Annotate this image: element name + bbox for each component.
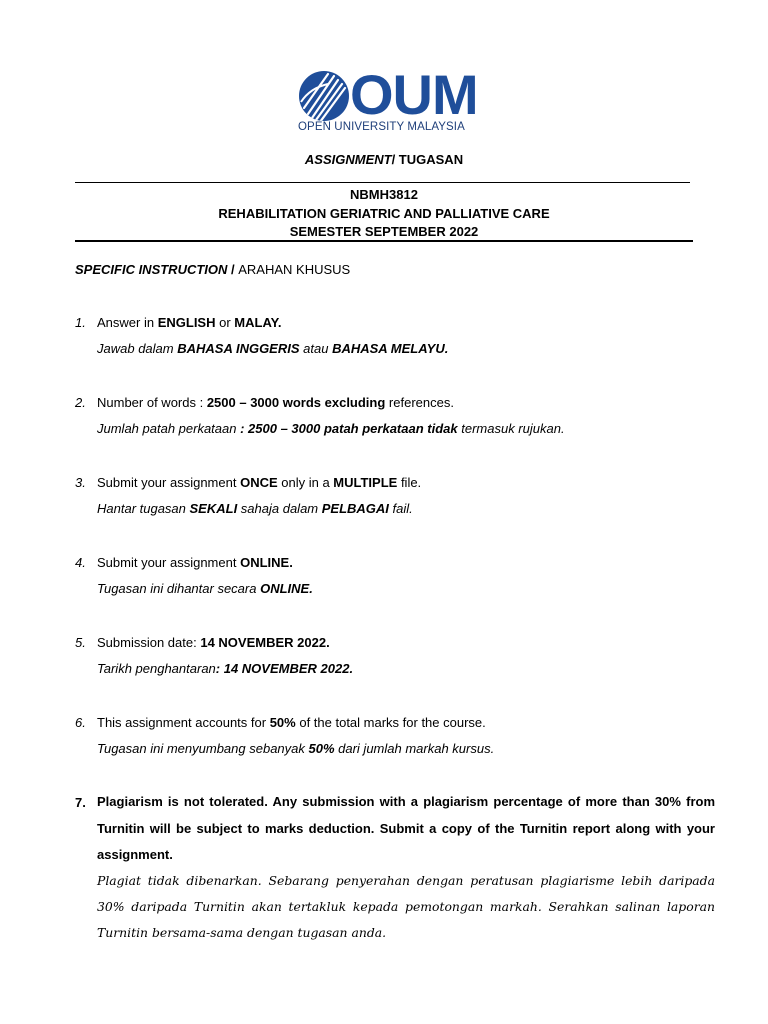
item-english: Number of words : 2500 – 3000 words excluding references. — [97, 395, 454, 410]
item-number: 6. — [75, 715, 86, 730]
oum-subtitle: OPEN UNIVERSITY MALAYSIA — [298, 121, 465, 133]
item-number: 3. — [75, 475, 86, 490]
assignment-heading — [0, 152, 768, 167]
course-code: NBMH3812 — [350, 187, 418, 202]
divider-bottom — [75, 240, 693, 242]
instruction-en: SPECIFIC INSTRUCTION — [75, 262, 228, 277]
assignment-my: / TUGASAN — [391, 152, 464, 167]
item-number: 2. — [75, 395, 86, 410]
item-malay: Tugasan ini menyumbang sebanyak 50% dari jumlah markah kursus. — [97, 741, 495, 756]
course-title: REHABILITATION GERIATRIC AND PALLIATIVE CARE — [218, 206, 550, 221]
instruction-my: ARAHAN KHUSUS — [238, 262, 351, 277]
item-number: 5. — [75, 635, 86, 650]
oum-wordmark: OUM — [350, 63, 478, 126]
item-english: Submit your assignment ONLINE. — [97, 555, 293, 570]
item-malay: Jumlah patah perkataan : 2500 – 3000 patah perkataan tidak termasuk rujukan. — [97, 421, 565, 436]
oum-logo — [298, 63, 478, 136]
item-malay: Tarikh penghantaran: 14 NOVEMBER 2022. — [97, 661, 354, 676]
oum-globe-icon — [298, 70, 350, 122]
item-malay: Hantar tugasan SEKALI sahaja dalam PELBAGAI fail. — [97, 501, 413, 516]
item-number: 1. — [75, 315, 86, 330]
item7-english: Plagiarism is not tolerated. Any submission with a plagiarism percentage of more than 30% from Turnitin will be subject to marks deduction. Submit a copy of the Turnitin report along with your assignment. — [97, 794, 715, 862]
specific-instruction-heading — [75, 262, 350, 277]
item-number: 7. — [75, 795, 86, 810]
item7-malay: Plagiat tidak dibenarkan. Sebarang penyerahan dengan peratusan plagiarisme lebih daripada 30% daripada Turnitin akan tertakluk kepada pemotongan markah. Serahkan salinan laporan Turnitin bersama-sama dengan tugasan anda. — [97, 873, 715, 940]
item-english: Submit your assignment ONCE only in a MULTIPLE file. — [97, 475, 422, 490]
instruction-sep: / — [227, 262, 239, 277]
divider-top — [75, 182, 690, 183]
item-english: This assignment accounts for 50% of the total marks for the course. — [97, 715, 486, 730]
item-malay: Tugasan ini dihantar secara ONLINE. — [97, 581, 313, 596]
item-english: Submission date: 14 NOVEMBER 2022. — [97, 635, 330, 650]
semester: SEMESTER SEPTEMBER 2022 — [289, 224, 479, 239]
assignment-en: ASSIGNMENT — [304, 152, 392, 167]
item-number: 4. — [75, 555, 86, 570]
item-english: Answer in ENGLISH or MALAY. — [97, 315, 282, 330]
item-malay: Jawab dalam BAHASA INGGERIS atau BAHASA MELAYU. — [97, 341, 449, 356]
